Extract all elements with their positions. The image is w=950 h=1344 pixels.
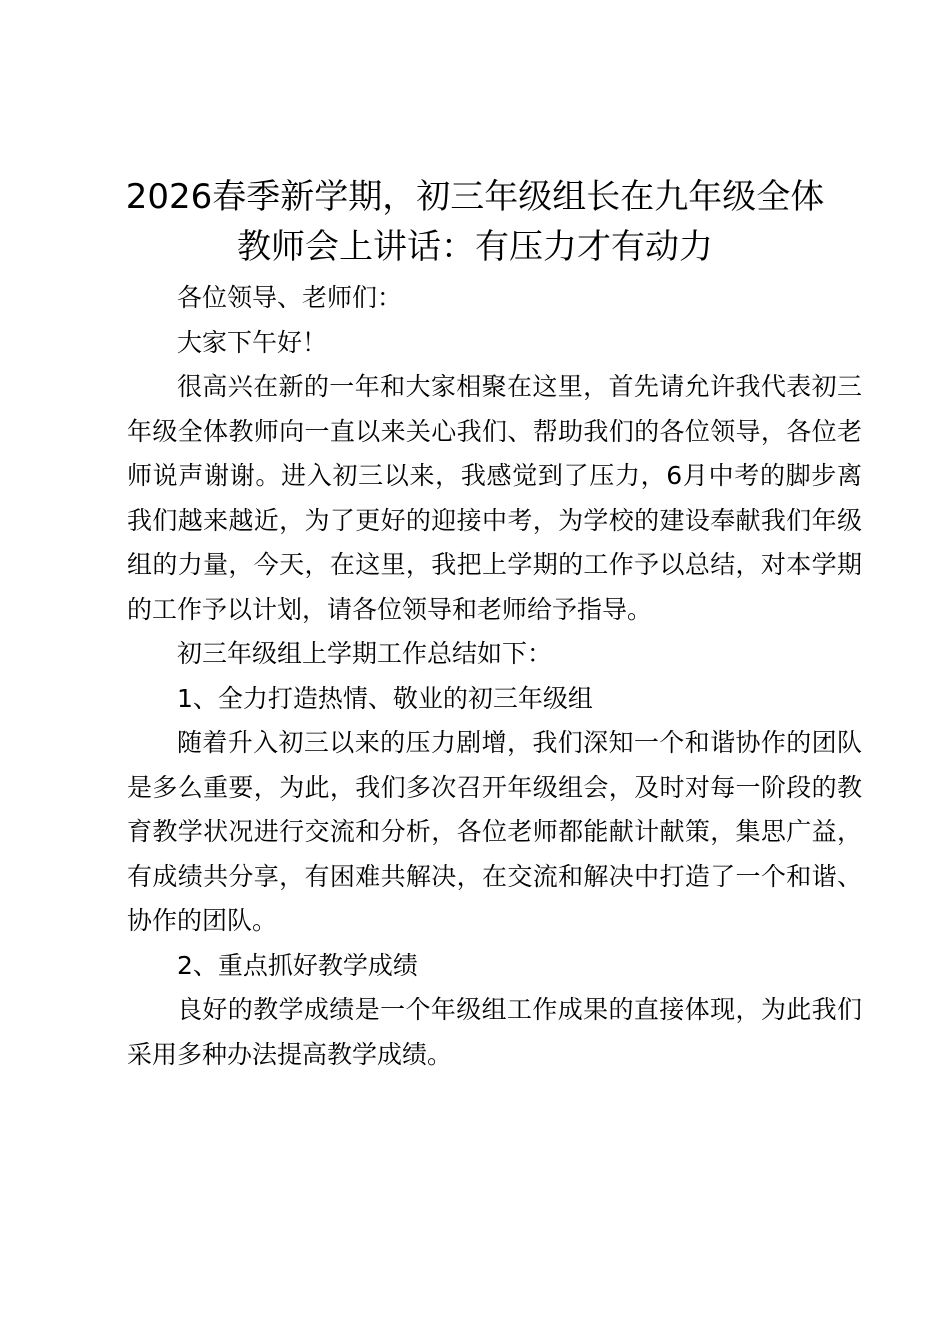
- document-title: 2026春季新学期，初三年级组长在九年级全体教师会上讲话：有压力才有动力: [125, 177, 825, 267]
- paragraph-section-2-body: 良好的教学成绩是一个年级组工作成果的直接体现，为此我们采用多种办法提高教学成绩。: [127, 995, 862, 1069]
- paragraph-summary-heading: 初三年级组上学期工作总结如下：: [177, 639, 553, 668]
- paragraph-section-1-body: 随着升入初三以来的压力剧增，我们深知一个和谐协作的团队是多么重要，为此，我们多次召开年级组会，及时对每一阶段的教育教学状况进行交流和分析，各位老师都能献计献策，集思广益，有成绩共分享，有困难共解决，在交流和解决中打造了一个和谐、协作的团队。: [127, 728, 862, 935]
- paragraph-salutation: 各位领导、老师们：: [177, 283, 403, 312]
- paragraph-section-2-heading: 2、重点抓好教学成绩: [177, 950, 418, 980]
- paragraph-section-1-heading: 1、全力打造热情、敬业的初三年级组: [177, 683, 593, 713]
- document-body: [127, 276, 862, 1077]
- paragraph-introduction: 很高兴在新的一年和大家相聚在这里，首先请允许我代表初三年级全体教师向一直以来关心我们、帮助我们的各位领导，各位老师说声谢谢。进入初三以来，我感觉到了压力，6月中考的脚步离我们越来越近，为了更好的迎接中考，为学校的建设奉献我们年级组的力量，今天，在这里，我把上学期的工作予以总结，对本学期的工作予以计划，请各位领导和老师给予指导。: [127, 372, 862, 624]
- paragraph-greeting: 大家下午好！: [177, 327, 328, 357]
